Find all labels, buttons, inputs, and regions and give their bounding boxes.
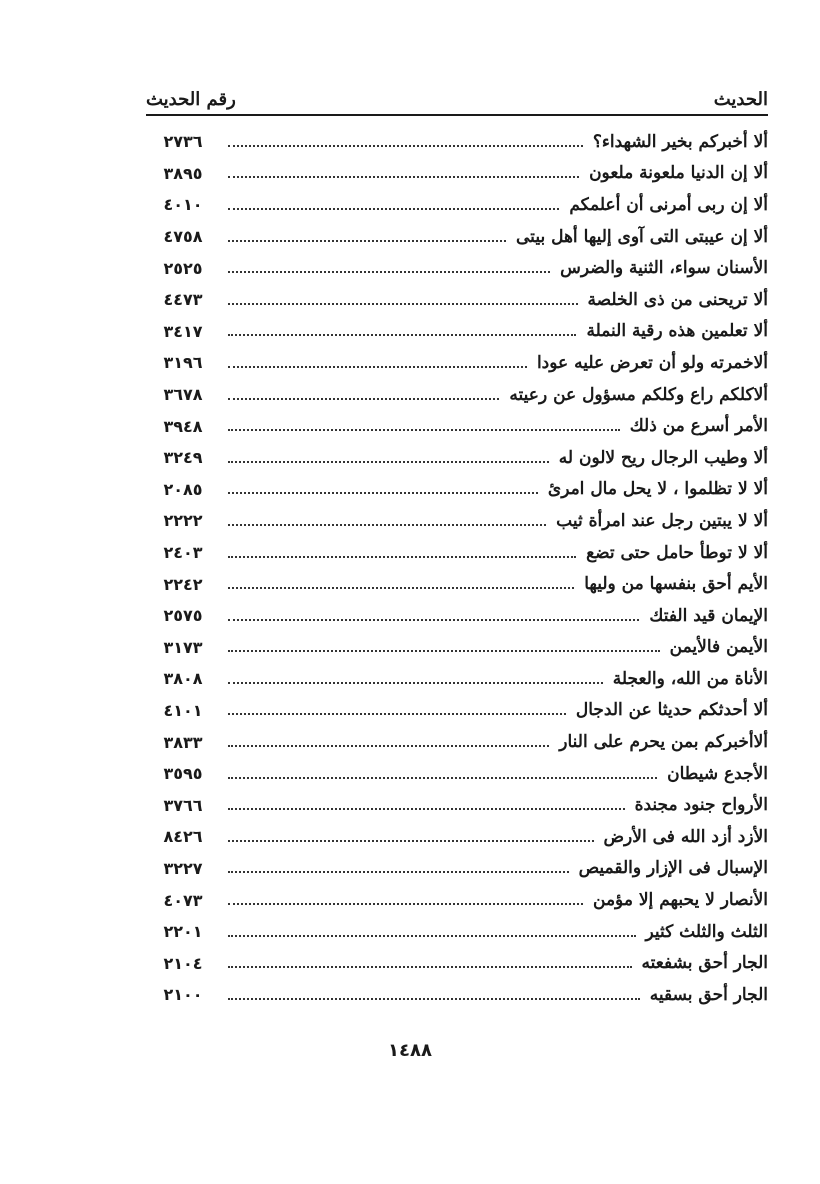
list-item [150, 126, 768, 158]
hadith-text: الأسنان سواء، الثنية والضرس [560, 258, 768, 279]
list-item [150, 537, 768, 569]
hadith-text: ألا لا يبتين رجل عند امرأة ثيب [556, 510, 768, 531]
hadith-text: الثلث والثلث كثير [645, 921, 768, 942]
dotted-leader [228, 176, 579, 178]
list-item [150, 821, 768, 853]
hadith-text: ألاأخبركم بمن يحرم على النار [559, 732, 768, 753]
hadith-number: ٤١٠١ [163, 700, 203, 720]
dotted-leader [228, 271, 550, 273]
hadith-number: ٣٤١٧ [163, 321, 203, 341]
dotted-leader [228, 492, 538, 494]
hadith-number: ٣١٧٣ [163, 637, 203, 657]
hadith-number: ٣٥٩٥ [163, 764, 203, 784]
hadith-number: ٨٤٢٦ [163, 827, 203, 847]
list-item [150, 695, 768, 727]
dotted-leader [228, 461, 549, 463]
dotted-leader [228, 429, 620, 431]
list-item [150, 789, 768, 821]
dotted-leader [228, 777, 657, 779]
list-item [150, 442, 768, 474]
list-item [150, 758, 768, 790]
list-item [150, 853, 768, 885]
dotted-leader [228, 240, 506, 242]
dotted-leader [228, 808, 625, 810]
hadith-text: الأرواح جنود مجندة [634, 795, 768, 816]
list-item [150, 284, 768, 316]
hadith-text: ألا لا تظلموا ، لا يحل مال امرئ [547, 479, 768, 500]
hadith-text: الجار أحق بسقيه [649, 984, 768, 1005]
hadith-number: ٢٧٣٦ [163, 132, 203, 152]
list-item [150, 916, 768, 948]
hadith-text: ألاخمرته ولو أن تعرض عليه عودا [536, 352, 768, 373]
hadith-text: ألا أحدثكم حديثا عن الدجال [575, 700, 768, 721]
hadith-text: الإيمان قيد الفتك [649, 605, 768, 626]
hadith-column-title: الحديث [713, 88, 768, 110]
hadith-text: الأيم أحق بنفسها من وليها [584, 574, 768, 595]
hadith-number: ٢٢٤٢ [163, 574, 203, 594]
dotted-leader [228, 713, 566, 715]
list-item [150, 252, 768, 284]
hadith-number: ٣١٩٦ [163, 353, 203, 373]
dotted-leader [228, 966, 632, 968]
list-item [150, 347, 768, 379]
hadith-text: الأنصار لا يحبهم إلا مؤمن [593, 890, 768, 911]
hadith-text: الأناة من الله، والعجلة [612, 668, 768, 689]
hadith-number: ٤٠١٠ [163, 195, 203, 215]
list-item [150, 379, 768, 411]
hadith-number: ٢٥٢٥ [163, 258, 203, 278]
hadith-number: ٢٠٨٥ [163, 479, 203, 499]
hadith-number: ٤٠٧٣ [163, 890, 203, 910]
dotted-leader [228, 998, 640, 1000]
dotted-leader [228, 556, 576, 558]
hadith-number: ٢١٠٠ [163, 985, 203, 1005]
hadith-text: ألا إن عيبتى التى آوى إليها أهل بيتى [516, 226, 768, 247]
list-item [150, 474, 768, 506]
dotted-leader [228, 524, 546, 526]
hadith-text: ألا إن ربى أمرنى أن أعلمكم [569, 194, 768, 215]
dotted-leader [228, 903, 583, 905]
hadith-number: ٤٤٧٣ [163, 290, 203, 310]
hadith-number: ٣٢٢٧ [163, 858, 203, 878]
list-item [150, 189, 768, 221]
list-item [150, 158, 768, 190]
list-item [150, 568, 768, 600]
dotted-leader [228, 840, 594, 842]
hadith-text: الأزد أزد الله فى الأرض [603, 826, 768, 847]
hadith-text: ألا لا توطأ حامل حتى تضع [586, 542, 768, 563]
dotted-leader [228, 398, 499, 400]
dotted-leader [228, 650, 660, 652]
hadith-text: ألا إن الدنيا ملعونة ملعون [589, 163, 768, 184]
dotted-leader [228, 682, 603, 684]
dotted-leader [228, 303, 578, 305]
list-item [150, 632, 768, 664]
hadith-number: ٢١٠٤ [163, 953, 203, 973]
hadith-number: ٣٦٧٨ [163, 385, 203, 405]
list-item [150, 505, 768, 537]
hadith-number: ٢٤٠٣ [163, 543, 203, 563]
dotted-leader [228, 208, 559, 210]
hadith-text: الجار أحق بشفعته [641, 953, 768, 974]
hadith-number: ٣٨٠٨ [163, 669, 203, 689]
dotted-leader [228, 587, 574, 589]
list-item [150, 726, 768, 758]
hadith-text: الأيمن فالأيمن [669, 637, 768, 658]
list-item [150, 316, 768, 348]
hadith-number: ٣٨٣٣ [163, 732, 203, 752]
hadith-text: ألا وطيب الرجال ريح لالون له [558, 447, 768, 468]
list-item [150, 600, 768, 632]
list-item [150, 884, 768, 916]
dotted-leader [228, 145, 583, 147]
hadith-number: ٣٨٩٥ [163, 163, 203, 183]
hadith-index-list [150, 126, 768, 1011]
hadith-text: ألا تعلمين هذه رقية النملة [586, 321, 768, 342]
hadith-text: الإسبال فى الإزار والقميص [578, 858, 768, 879]
hadith-number: ٣٩٤٨ [163, 416, 203, 436]
hadith-number: ٢٢٢٢ [163, 511, 203, 531]
hadith-text: ألا أخبركم بخير الشهداء؟ [592, 131, 768, 152]
list-item [150, 947, 768, 979]
page-number: ١٤٨٨ [388, 1040, 432, 1061]
dotted-leader [228, 935, 636, 937]
hadith-number: ٣٧٦٦ [163, 795, 203, 815]
list-item [150, 410, 768, 442]
hadith-text: ألا تريحنى من ذى الخلصة [587, 289, 768, 310]
hadith-number-column-title: رقم الحديث [146, 88, 236, 110]
dotted-leader [228, 745, 549, 747]
index-header [146, 84, 768, 116]
hadith-number: ٤٧٥٨ [163, 227, 203, 247]
list-item [150, 221, 768, 253]
hadith-number: ٢٥٧٥ [163, 606, 203, 626]
hadith-number: ٣٢٤٩ [163, 448, 203, 468]
hadith-text: ألاكلكم راع وكلكم مسؤول عن رعيته [509, 384, 768, 405]
dotted-leader [228, 871, 569, 873]
hadith-text: الأمر أسرع من ذلك [629, 416, 768, 437]
hadith-number: ٢٢٠١ [163, 922, 203, 942]
dotted-leader [228, 366, 527, 368]
list-item [150, 663, 768, 695]
hadith-text: الأجدع شيطان [667, 763, 768, 784]
dotted-leader [228, 619, 639, 621]
list-item [150, 979, 768, 1011]
dotted-leader [228, 334, 576, 336]
